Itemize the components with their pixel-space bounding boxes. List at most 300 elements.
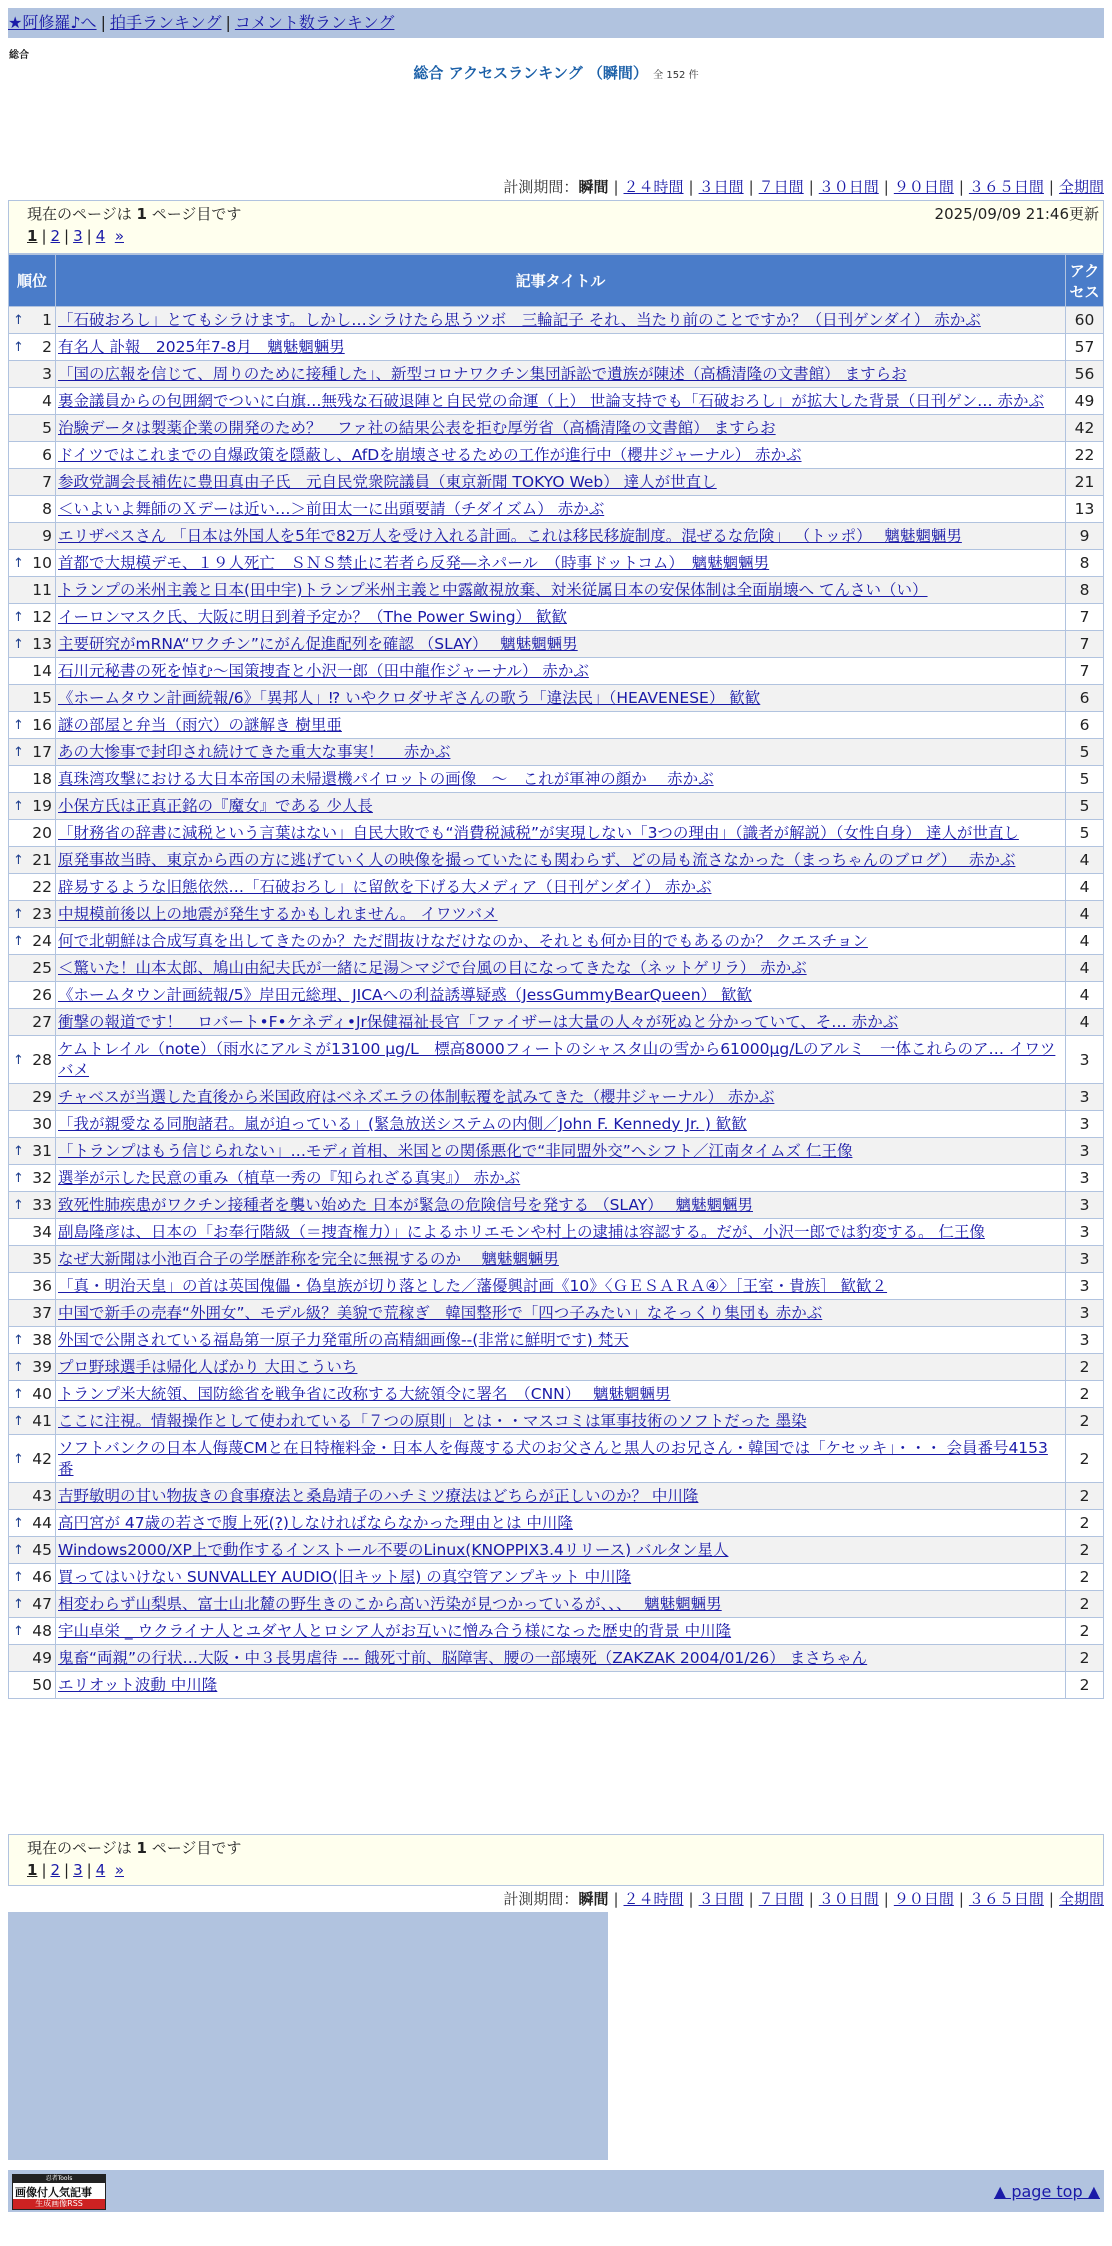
table-row bbox=[9, 685, 1104, 712]
title-cell bbox=[56, 523, 1066, 550]
access-count: 6 bbox=[1066, 685, 1104, 712]
rank-number: 44 bbox=[32, 1514, 52, 1532]
rank-up-icon: ↑ bbox=[13, 1171, 24, 1186]
table-row bbox=[9, 874, 1104, 901]
rank-number: 49 bbox=[32, 1649, 52, 1667]
title-cell bbox=[56, 1327, 1066, 1354]
period-separator: | bbox=[1048, 1890, 1054, 1908]
title-cell bbox=[56, 631, 1066, 658]
access-count: 3 bbox=[1066, 1246, 1104, 1273]
table-row bbox=[9, 388, 1104, 415]
article-link[interactable]: 石川元秘書の死を悼む～国策捜査と小沢一郎（田中龍作ジャーナル） 赤かぶ bbox=[58, 662, 589, 680]
rank-cell bbox=[9, 1354, 56, 1381]
access-count: 3 bbox=[1066, 1165, 1104, 1192]
rank-number: 8 bbox=[42, 500, 52, 518]
article-link[interactable]: 真珠湾攻撃における大日本帝国の未帰還機パイロットの画像 ～ これが軍神の顔か 赤かぶ bbox=[58, 770, 714, 788]
rank-up-icon: ↑ bbox=[13, 799, 24, 814]
rank-cell bbox=[9, 712, 56, 739]
access-count: 3 bbox=[1066, 1084, 1104, 1111]
rank-cell bbox=[9, 1618, 56, 1645]
next-page-link[interactable]: » bbox=[114, 227, 124, 245]
article-link[interactable]: 首都で大規模デモ、１９人死亡 ＳＮＳ禁止に若者ら反発―ネパール （時事ドットコム） 魑魅魍魎男 bbox=[58, 554, 770, 572]
period-current: 瞬間 bbox=[578, 178, 609, 196]
pager-top bbox=[8, 200, 1104, 254]
pager-separator: | bbox=[64, 227, 70, 245]
title-cell bbox=[56, 1192, 1066, 1219]
rank-number: 22 bbox=[32, 878, 52, 896]
pager-status bbox=[27, 203, 241, 224]
period-separator: | bbox=[688, 178, 694, 196]
access-count: 2 bbox=[1066, 1483, 1104, 1510]
rank-number: 31 bbox=[32, 1142, 52, 1160]
period-link[interactable]: ７日間 bbox=[758, 1890, 804, 1908]
pager-links bbox=[27, 227, 124, 245]
access-count: 5 bbox=[1066, 739, 1104, 766]
rank-up-icon: ↑ bbox=[13, 934, 24, 949]
access-count: 8 bbox=[1066, 577, 1104, 604]
pager-page-number: 1 bbox=[136, 1839, 147, 1857]
article-link[interactable]: 中規模前後以上の地震が発生するかもしれません。 イワツバメ bbox=[58, 905, 498, 923]
access-count: 2 bbox=[1066, 1672, 1104, 1699]
table-row bbox=[9, 496, 1104, 523]
article-link[interactable]: ドイツではこれまでの自爆政策を隠蔽し、AfDを崩壊させるための工作が進行中（櫻井ジャーナル） 赤かぶ bbox=[58, 446, 802, 464]
title-cell bbox=[56, 1165, 1066, 1192]
title-cell bbox=[56, 1435, 1066, 1483]
rank-number: 20 bbox=[32, 824, 52, 842]
access-count: 4 bbox=[1066, 982, 1104, 1009]
title-cell bbox=[56, 1408, 1066, 1435]
rank-cell bbox=[9, 577, 56, 604]
rank-cell bbox=[9, 1273, 56, 1300]
applause-ranking-link[interactable]: 拍手ランキング bbox=[109, 13, 222, 32]
period-link[interactable]: ３６５日間 bbox=[968, 178, 1044, 196]
table-row bbox=[9, 928, 1104, 955]
rank-number: 21 bbox=[32, 851, 52, 869]
pager-separator: | bbox=[41, 1861, 47, 1879]
period-link[interactable]: ３６５日間 bbox=[968, 1890, 1044, 1908]
access-count: 4 bbox=[1066, 901, 1104, 928]
table-row bbox=[9, 631, 1104, 658]
access-count: 4 bbox=[1066, 874, 1104, 901]
table-row bbox=[9, 1036, 1104, 1084]
rank-number: 39 bbox=[32, 1358, 52, 1376]
rank-number: 43 bbox=[32, 1487, 52, 1505]
access-count: 6 bbox=[1066, 712, 1104, 739]
ad-placeholder bbox=[8, 1912, 608, 2160]
period-link[interactable]: ９０日間 bbox=[893, 178, 954, 196]
access-count: 2 bbox=[1066, 1510, 1104, 1537]
article-link[interactable]: 《ホームタウン計画続報/6》「異邦人」⁉ いやクロダサギさんの歌う「違法民」（HEAVENESE） 歓歓 bbox=[58, 689, 761, 707]
access-count: 4 bbox=[1066, 847, 1104, 874]
access-count: 3 bbox=[1066, 1327, 1104, 1354]
rank-cell bbox=[9, 793, 56, 820]
article-link[interactable]: 「財務省の辞書に減税という言葉はない」自民大敗でも“消費税減税”が実現しない「3つの理由」（識者が解説）（女性自身） 達人が世直し bbox=[58, 824, 1019, 842]
table-row bbox=[9, 793, 1104, 820]
title-cell bbox=[56, 1354, 1066, 1381]
comment-ranking-link[interactable]: コメント数ランキング bbox=[234, 13, 395, 32]
period-link[interactable]: 全期間 bbox=[1058, 1890, 1104, 1908]
period-separator: | bbox=[883, 1890, 889, 1908]
rank-cell bbox=[9, 739, 56, 766]
period-separator: | bbox=[808, 1890, 814, 1908]
rank-cell bbox=[9, 1435, 56, 1483]
rank-up-icon: ↑ bbox=[13, 1333, 24, 1348]
article-link[interactable]: あの大惨事で封印され続けてきた重大な事実！ 赤かぶ bbox=[58, 743, 451, 761]
ninja-tools-badge[interactable] bbox=[12, 2174, 106, 2210]
rank-cell bbox=[9, 523, 56, 550]
article-link[interactable]: 何で北朝鮮は合成写真を出してきたのか？ただ間抜けなだけなのか、それとも何か目的でもあるのか？ クエスチョン bbox=[58, 932, 868, 950]
table-row bbox=[9, 523, 1104, 550]
rank-number: 25 bbox=[32, 959, 52, 977]
period-separator: | bbox=[688, 1890, 694, 1908]
rank-cell bbox=[9, 1564, 56, 1591]
rank-cell bbox=[9, 820, 56, 847]
title-cell bbox=[56, 820, 1066, 847]
access-header: アクセス bbox=[1066, 255, 1104, 307]
title-cell bbox=[56, 361, 1066, 388]
access-count: 5 bbox=[1066, 820, 1104, 847]
access-count: 13 bbox=[1066, 496, 1104, 523]
table-row bbox=[9, 1246, 1104, 1273]
table-row bbox=[9, 901, 1104, 928]
article-link[interactable]: 「真・明治天皇」の首は英国傀儡・偽皇族が切り落とした／藩優興討画《10》〈ＧＥＳＡＲＡ④〉［王室・貴族］ 歓歓２ bbox=[58, 1277, 888, 1295]
title-cell bbox=[56, 1300, 1066, 1327]
rank-up-icon: ↑ bbox=[13, 1516, 24, 1531]
table-row bbox=[9, 1564, 1104, 1591]
article-link[interactable]: 裏金議員からの包囲網でついに白旗…無残な石破退陣と自民党の命運（上） 世論支持でも「石破おろし」が拡大した背景（日刊ゲン… 赤かぶ bbox=[58, 392, 1045, 410]
access-count: 3 bbox=[1066, 1300, 1104, 1327]
rank-up-icon: ↑ bbox=[13, 610, 24, 625]
update-timestamp: 2025/09/09 21:46更新 bbox=[934, 205, 1099, 223]
rank-cell bbox=[9, 1036, 56, 1084]
access-count: 2 bbox=[1066, 1381, 1104, 1408]
article-link[interactable]: 吉野敏明の甘い物抜きの食事療法と桑島靖子のハチミツ療法はどちらが正しいのか？ 中川隆 bbox=[58, 1487, 699, 1505]
table-row bbox=[9, 1645, 1104, 1672]
table-row bbox=[9, 577, 1104, 604]
rank-number: 35 bbox=[32, 1250, 52, 1268]
title-cell bbox=[56, 1591, 1066, 1618]
title-cell bbox=[56, 739, 1066, 766]
rank-number: 40 bbox=[32, 1385, 52, 1403]
article-link[interactable]: 外国で公開されている福島第一原子力発電所の高精細画像--(非常に鮮明です) 梵天 bbox=[58, 1331, 629, 1349]
pager-separator: | bbox=[86, 1861, 92, 1879]
page-link[interactable]: 4 bbox=[95, 1861, 106, 1879]
access-count: 5 bbox=[1066, 766, 1104, 793]
article-link[interactable]: 相変わらず山梨県、富士山北麓の野生きのこから高い汚染が見つかっているが、、、 魑魅魍魎男 bbox=[58, 1595, 722, 1613]
article-link[interactable]: ソフトバンクの日本人侮蔑CMと在日特権料金・日本人を侮蔑する犬のお父さんと黒人のお兄さん・韓国では「ケセッキ」・・・ 会員番号4153番 bbox=[58, 1439, 1048, 1478]
access-count: 49 bbox=[1066, 388, 1104, 415]
article-link[interactable]: 高円宮が 47歳の若さで腹上死(?)しなければならなかった理由とは 中川隆 bbox=[58, 1514, 573, 1532]
period-link[interactable]: ７日間 bbox=[758, 178, 804, 196]
article-link[interactable]: 治験データは製薬企業の開発のため？ ファ社の結果公表を拒む厚労省（高橋清隆の文書館） ますらお bbox=[58, 419, 776, 437]
access-count: 2 bbox=[1066, 1435, 1104, 1483]
title-cell bbox=[56, 442, 1066, 469]
period-link[interactable]: 全期間 bbox=[1058, 178, 1104, 196]
access-count: 42 bbox=[1066, 415, 1104, 442]
title-cell bbox=[56, 415, 1066, 442]
article-link[interactable]: 原発事故当時、東京から西の方に逃げていく人の映像を撮っていたにも関わらず、どの局も流さなかった（まっちゃんのブログ） 赤かぶ bbox=[58, 851, 1016, 869]
article-link[interactable]: 小保方氏は正真正銘の『魔女』である 少人長 bbox=[58, 797, 373, 815]
rank-number: 15 bbox=[32, 689, 52, 707]
title-cell bbox=[56, 1219, 1066, 1246]
title-cell bbox=[56, 1138, 1066, 1165]
table-row bbox=[9, 1273, 1104, 1300]
rank-cell bbox=[9, 874, 56, 901]
current-page: 1 bbox=[27, 227, 38, 245]
access-count: 22 bbox=[1066, 442, 1104, 469]
pager-separator: | bbox=[86, 227, 92, 245]
rank-up-icon: ↑ bbox=[13, 1543, 24, 1558]
period-link[interactable]: ２４時間 bbox=[623, 178, 684, 196]
total-count: 全 152 件 bbox=[653, 70, 699, 81]
table-row bbox=[9, 442, 1104, 469]
table-row bbox=[9, 820, 1104, 847]
ranking-table bbox=[8, 254, 1104, 1699]
table-row bbox=[9, 1009, 1104, 1036]
access-count: 7 bbox=[1066, 604, 1104, 631]
rank-number: 3 bbox=[42, 365, 52, 383]
rank-cell bbox=[9, 415, 56, 442]
table-row bbox=[9, 847, 1104, 874]
rank-up-icon: ↑ bbox=[13, 745, 24, 760]
nav-separator: | bbox=[100, 13, 106, 32]
access-count: 3 bbox=[1066, 1273, 1104, 1300]
pager-separator: | bbox=[64, 1861, 70, 1879]
article-link[interactable]: 副島隆彦は、日本の「お奉行階級（＝捜査権力）」によるホリエモンや村上の逮捕は容認する。だが、小沢一郎では豹変する。 仁王像 bbox=[58, 1223, 985, 1241]
rank-number: 50 bbox=[32, 1676, 52, 1694]
rank-up-icon: ↑ bbox=[13, 718, 24, 733]
rank-number: 1 bbox=[42, 311, 52, 329]
article-link[interactable]: なぜ大新聞は小池百合子の学歴詐称を完全に無視するのか 魑魅魍魎男 bbox=[58, 1250, 559, 1268]
article-link[interactable]: 辟易するような旧態依然…「石破おろし」に留飲を下げる大メディア（日刊ゲンダイ） 赤かぶ bbox=[58, 878, 712, 896]
pager-status bbox=[27, 1837, 241, 1858]
rank-cell bbox=[9, 1138, 56, 1165]
rank-number: 14 bbox=[32, 662, 52, 680]
access-count: 7 bbox=[1066, 658, 1104, 685]
table-row bbox=[9, 1408, 1104, 1435]
rank-up-icon: ↑ bbox=[13, 1597, 24, 1612]
pager-links bbox=[27, 1861, 124, 1879]
period-separator: | bbox=[808, 178, 814, 196]
title-cell bbox=[56, 1618, 1066, 1645]
table-row bbox=[9, 955, 1104, 982]
rank-cell bbox=[9, 469, 56, 496]
rank-number: 13 bbox=[32, 635, 52, 653]
rank-cell bbox=[9, 766, 56, 793]
table-row bbox=[9, 1510, 1104, 1537]
page-link[interactable]: 2 bbox=[50, 1861, 61, 1879]
article-link[interactable]: 参政党調会長補佐に豊田真由子氏 元自民党衆院議員（東京新聞 TOKYO Web） 達人が世直し bbox=[58, 473, 717, 491]
access-count: 21 bbox=[1066, 469, 1104, 496]
rank-number: 30 bbox=[32, 1115, 52, 1133]
rank-cell bbox=[9, 496, 56, 523]
rank-cell bbox=[9, 604, 56, 631]
period-link[interactable]: ２４時間 bbox=[623, 1890, 684, 1908]
article-link[interactable]: トランプ米大統領、国防総省を戦争省に改称する大統領令に署名 （CNN） 魑魅魍魎男 bbox=[58, 1385, 671, 1403]
article-link[interactable]: 有名人 訃報 2025年7-8月 魑魅魍魎男 bbox=[58, 338, 345, 356]
next-page-link[interactable]: » bbox=[114, 1861, 124, 1879]
period-selector-top bbox=[503, 176, 1104, 197]
rank-up-icon: ↑ bbox=[13, 1414, 24, 1429]
title-cell bbox=[56, 1246, 1066, 1273]
article-link[interactable]: イーロンマスク氏、大阪に明日到着予定か？（The Power Swing） 歓歓 bbox=[58, 608, 567, 626]
access-count: 8 bbox=[1066, 550, 1104, 577]
rank-cell bbox=[9, 685, 56, 712]
article-link[interactable]: ここに注視。情報操作として使われている「７つの原則」とは・・マスコミは軍事技術のソフトだった 墨染 bbox=[58, 1412, 807, 1430]
rank-number: 26 bbox=[32, 986, 52, 1004]
access-count: 4 bbox=[1066, 955, 1104, 982]
rank-cell bbox=[9, 1591, 56, 1618]
table-row bbox=[9, 1192, 1104, 1219]
table-row bbox=[9, 1300, 1104, 1327]
current-page: 1 bbox=[27, 1861, 38, 1879]
title-cell bbox=[56, 928, 1066, 955]
rank-cell bbox=[9, 1165, 56, 1192]
title-cell bbox=[56, 1645, 1066, 1672]
title-cell bbox=[56, 1084, 1066, 1111]
rank-number: 24 bbox=[32, 932, 52, 950]
article-link[interactable]: 「トランプはもう信じられない」…モディ首相、米国との関係悪化で“非同盟外交”へシフト／江南タイムズ 仁王像 bbox=[58, 1142, 853, 1160]
title-cell bbox=[56, 1537, 1066, 1564]
rank-up-icon: ↑ bbox=[13, 637, 24, 652]
article-link[interactable]: 主要研究がmRNA“ワクチン”にがん促進配列を確認 （SLAY） 魑魅魍魎男 bbox=[58, 635, 578, 653]
rank-number: 6 bbox=[42, 446, 52, 464]
page-link[interactable]: 4 bbox=[95, 227, 106, 245]
title-cell bbox=[56, 1273, 1066, 1300]
table-row bbox=[9, 361, 1104, 388]
table-row bbox=[9, 1354, 1104, 1381]
title-cell bbox=[56, 496, 1066, 523]
rank-cell bbox=[9, 658, 56, 685]
rank-cell bbox=[9, 955, 56, 982]
table-row bbox=[9, 1138, 1104, 1165]
rank-number: 45 bbox=[32, 1541, 52, 1559]
article-link[interactable]: ケムトレイル（note）（雨水にアルミが13100 μg/L 標高8000フィートのシャスタ山の雪から61000μg/Lのアルミ 一体これらのア… イワツバメ bbox=[58, 1040, 1056, 1079]
rank-up-icon: ↑ bbox=[13, 556, 24, 571]
article-link[interactable]: 選挙が示した民意の重み（植草一秀の『知られざる真実』） 赤かぶ bbox=[58, 1169, 521, 1187]
article-link[interactable]: 「国の広報を信じて、周りのために接種した」、新型コロナワクチン集団訴訟で遺族が陳述（高橋清隆の文書館） ますらお bbox=[58, 365, 907, 383]
article-link[interactable]: Windows2000/XP上で動作するインストール不要のLinux(KNOPPIX3.4リリース) バルタン星人 bbox=[58, 1541, 729, 1559]
title-cell bbox=[56, 307, 1066, 334]
article-link[interactable]: 「石破おろし」とてもシラけます。しかし…シラけたら思うツボ 三輪記子 それ、当たり前のことですか？（日刊ゲンダイ） 赤かぶ bbox=[58, 311, 981, 329]
title-cell bbox=[56, 982, 1066, 1009]
article-link[interactable]: 《ホームタウン計画続報/5》岸田元総理、JICAへの利益誘導疑惑（JessGummyBearQueen） 歓歓 bbox=[58, 986, 753, 1004]
access-count: 3 bbox=[1066, 1138, 1104, 1165]
top-nav-bar bbox=[8, 8, 1104, 38]
rank-cell bbox=[9, 1510, 56, 1537]
title-cell bbox=[56, 955, 1066, 982]
rank-header: 順位 bbox=[9, 255, 56, 307]
rank-number: 4 bbox=[42, 392, 52, 410]
rank-cell bbox=[9, 1219, 56, 1246]
rank-cell bbox=[9, 1111, 56, 1138]
article-link[interactable]: 衝撃の報道です！ ロバート•F•ケネディ•Jr保健福祉長官「ファイザーは大量の人々が死ぬと分かっていて、そ… 赤かぶ bbox=[58, 1013, 899, 1031]
rank-up-icon: ↑ bbox=[13, 1387, 24, 1402]
title-cell bbox=[56, 577, 1066, 604]
nav-separator: | bbox=[225, 13, 231, 32]
rank-number: 37 bbox=[32, 1304, 52, 1322]
article-link[interactable]: プロ野球選手は帰化人ばかり 大田こういち bbox=[58, 1358, 358, 1376]
article-link[interactable]: エリザベスさん 「日本は外国人を5年で82万人を受け入れる計画。これは移民移旋制度。混ぜるな危険」 （トッポ） 魑魅魍魎男 bbox=[58, 527, 962, 545]
article-link[interactable]: 謎の部屋と弁当（雨穴）の謎解き 樹里亜 bbox=[58, 716, 342, 734]
rank-cell bbox=[9, 1246, 56, 1273]
title-cell bbox=[56, 1483, 1066, 1510]
table-row bbox=[9, 1327, 1104, 1354]
article-link[interactable]: 買ってはいけない SUNVALLEY AUDIO(旧キット屋) の真空管アンプキット 中川隆 bbox=[58, 1568, 632, 1586]
pager-page-number: 1 bbox=[136, 205, 147, 223]
access-count: 57 bbox=[1066, 334, 1104, 361]
article-link[interactable]: ＜いよいよ舞師のＸデーは近い…＞前田太一に出頭要請（チダイズム） 赤かぶ bbox=[58, 500, 605, 518]
rank-number: 46 bbox=[32, 1568, 52, 1586]
rank-cell bbox=[9, 982, 56, 1009]
category-label: 総合 bbox=[9, 50, 29, 61]
rank-cell bbox=[9, 307, 56, 334]
article-link[interactable]: 鬼畜“両親”の行状…大阪・中３長男虐待 --- 餓死寸前、脳障害、腰の一部壊死（ZAKZAK 2004/01/26） まさちゃん bbox=[58, 1649, 868, 1667]
period-link[interactable]: ３０日間 bbox=[818, 178, 879, 196]
rank-cell bbox=[9, 928, 56, 955]
page-link[interactable]: 2 bbox=[50, 227, 61, 245]
rank-number: 2 bbox=[42, 338, 52, 356]
rank-cell bbox=[9, 550, 56, 577]
access-count: 2 bbox=[1066, 1645, 1104, 1672]
access-count: 2 bbox=[1066, 1618, 1104, 1645]
table-row bbox=[9, 1618, 1104, 1645]
period-separator: | bbox=[613, 178, 619, 196]
page-link[interactable]: 3 bbox=[73, 1861, 83, 1879]
article-link[interactable]: 中国で新手の売春“外囲女”、モデル級？美貌で荒稼ぎ 韓国整形で「四つ子みたい」なそっくり集団も 赤かぶ bbox=[58, 1304, 823, 1322]
rank-cell bbox=[9, 334, 56, 361]
home-link[interactable]: ★阿修羅♪へ bbox=[8, 13, 97, 32]
rank-number: 12 bbox=[32, 608, 52, 626]
title-cell bbox=[56, 1672, 1066, 1699]
period-link[interactable]: ３０日間 bbox=[818, 1890, 879, 1908]
period-link[interactable]: ３日間 bbox=[698, 1890, 744, 1908]
article-link[interactable]: エリオット波動 中川隆 bbox=[58, 1676, 218, 1694]
article-link[interactable]: ＜驚いた！山本太郎、鳩山由紀夫氏が一緒に足湯＞マジで台風の目になってきたな（ネットゲリラ） 赤かぶ bbox=[58, 959, 807, 977]
access-count: 7 bbox=[1066, 631, 1104, 658]
page-link[interactable]: 3 bbox=[73, 227, 83, 245]
rank-number: 23 bbox=[32, 905, 52, 923]
rank-number: 10 bbox=[32, 554, 52, 572]
rank-number: 48 bbox=[32, 1622, 52, 1640]
title-cell bbox=[56, 1381, 1066, 1408]
period-link[interactable]: ３日間 bbox=[698, 178, 744, 196]
pager-prefix: 現在のページは bbox=[27, 1839, 137, 1857]
table-row bbox=[9, 1591, 1104, 1618]
rank-cell bbox=[9, 1408, 56, 1435]
rank-number: 34 bbox=[32, 1223, 52, 1241]
title-cell bbox=[56, 847, 1066, 874]
article-link[interactable]: トランプの米州主義と日本(田中宇)トランプ米州主義と中露敵視放棄、対米従属日本の安保体制は全面崩壊へ てんさい（い） bbox=[58, 581, 928, 599]
article-link[interactable]: 宇山卓栄 _ ウクライナ人とユダヤ人とロシア人がお互いに憎み合う様になった歴史的背景 中川隆 bbox=[58, 1622, 732, 1640]
title-cell bbox=[56, 334, 1066, 361]
table-row bbox=[9, 1537, 1104, 1564]
period-separator: | bbox=[748, 1890, 754, 1908]
rank-cell bbox=[9, 1192, 56, 1219]
title-cell bbox=[56, 1036, 1066, 1084]
article-link[interactable]: 致死性肺疾患がワクチン接種者を襲い始めた 日本が緊急の危険信号を発する （SLAY） 魑魅魍魎男 bbox=[58, 1196, 753, 1214]
article-link[interactable]: 「我が親愛なる同胞諸君。嵐が迫っている」(緊急放送システムの内側／John F. Kennedy Jr. ) 歓歓 bbox=[58, 1115, 747, 1133]
rank-up-icon: ↑ bbox=[13, 853, 24, 868]
rank-number: 41 bbox=[32, 1412, 52, 1430]
period-link[interactable]: ９０日間 bbox=[893, 1890, 954, 1908]
period-separator: | bbox=[958, 1890, 964, 1908]
article-link[interactable]: チャベスが当選した直後から米国政府はベネズエラの体制転覆を試みてきた（櫻井ジャーナル） 赤かぶ bbox=[58, 1088, 775, 1106]
badge-bottom-text: 生成画像RSS bbox=[13, 2199, 105, 2209]
access-count: 60 bbox=[1066, 307, 1104, 334]
rank-up-icon: ↑ bbox=[13, 313, 24, 328]
page-top-link[interactable]: ▲ page top ▲ bbox=[993, 2182, 1100, 2201]
